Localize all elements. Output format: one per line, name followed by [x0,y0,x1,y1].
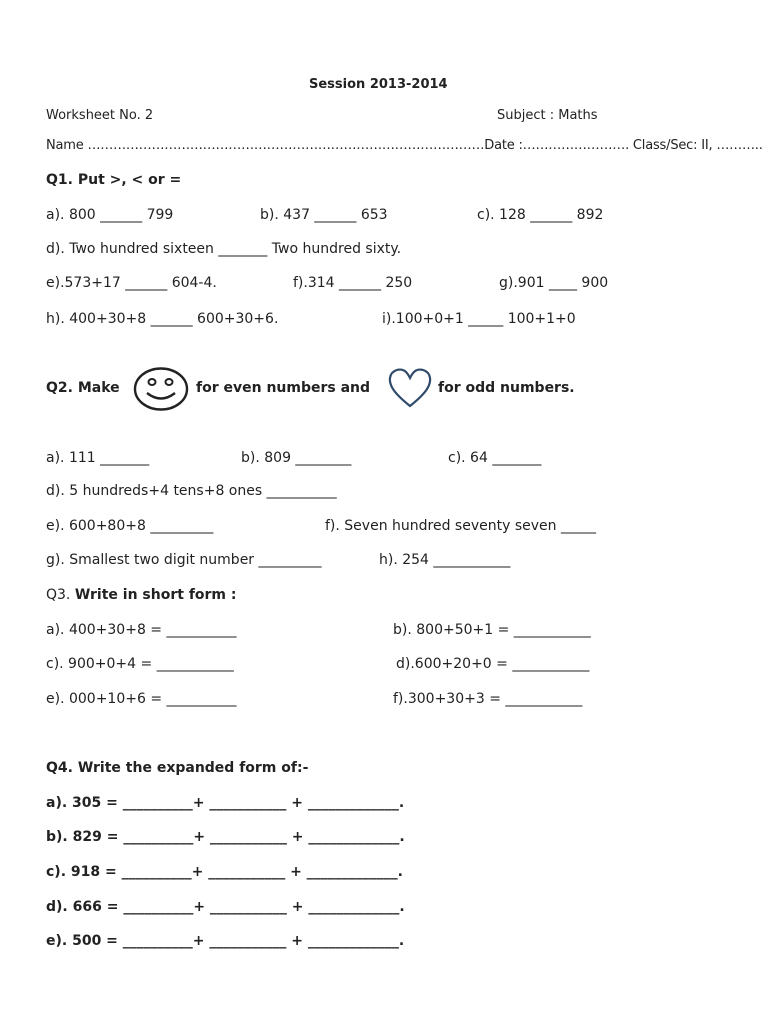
q3-item-f: f).300+30+3 = ___________ [393,691,583,707]
q4-title: Q4. Write the expanded form of:- [46,760,309,776]
q3-item-b: b). 800+50+1 = ___________ [393,622,591,638]
q2-item-h: h). 254 ___________ [379,552,511,568]
q1-item-e: e).573+17 ______ 604-4. [46,275,217,291]
q2-item-e: e). 600+80+8 _________ [46,518,214,534]
worksheet-number: Worksheet No. 2 [46,108,154,123]
smiley-face-icon [133,366,189,412]
name-date-class-line: Name …………………………………………………………………………………Date :……………………. Class/Sec: II, ……….. [46,138,763,153]
q1-item-c: c). 128 ______ 892 [477,207,604,223]
q3-item-e: e). 000+10+6 = __________ [46,691,237,707]
q1-item-d: d). Two hundred sixteen _______ Two hundred sixty. [46,241,402,257]
q1-item-f: f).314 ______ 250 [293,275,413,291]
q2-title-end: for odd numbers. [438,380,575,396]
q2-item-a: a). 111 _______ [46,450,150,466]
q4-item-b: b). 829 = __________+ ___________ + _____________. [46,829,405,845]
q1-item-g: g).901 ____ 900 [499,275,609,291]
q2-item-b: b). 809 ________ [241,450,352,466]
heart-outline-icon [387,366,433,410]
q4-item-e: e). 500 = __________+ ___________ + _____________. [46,933,405,949]
q3-item-c: c). 900+0+4 = ___________ [46,656,234,672]
q1-item-h: h). 400+30+8 ______ 600+30+6. [46,311,279,327]
q3-title [46,586,237,604]
q1-item-a: a). 800 ______ 799 [46,207,174,223]
session-title: Session 2013-2014 [309,77,448,92]
q3-item-d: d).600+20+0 = ___________ [396,656,590,672]
q3-item-a: a). 400+30+8 = __________ [46,622,237,638]
q2-item-g: g). Smallest two digit number _________ [46,552,322,568]
q4-item-c: c). 918 = __________+ ___________ + _____________. [46,864,403,880]
q2-item-c: c). 64 _______ [448,450,542,466]
q3-title-prefix: Q3. [46,587,75,603]
q4-item-d: d). 666 = __________+ ___________ + _____________. [46,899,405,915]
q4-item-a: a). 305 = __________+ ___________ + _____________. [46,795,405,811]
q1-item-b: b). 437 ______ 653 [260,207,388,223]
q1-title: Q1. Put >, < or = [46,172,182,188]
subject-label: Subject : Maths [497,108,598,123]
q2-title-start: Q2. Make [46,380,120,396]
q2-title-mid: for even numbers and [196,380,371,396]
q2-item-d: d). 5 hundreds+4 tens+8 ones __________ [46,483,337,499]
q3-title-text: Write in short form : [74,587,237,603]
q1-item-i: i).100+0+1 _____ 100+1+0 [382,311,576,327]
q2-item-f: f). Seven hundred seventy seven _____ [325,518,596,534]
